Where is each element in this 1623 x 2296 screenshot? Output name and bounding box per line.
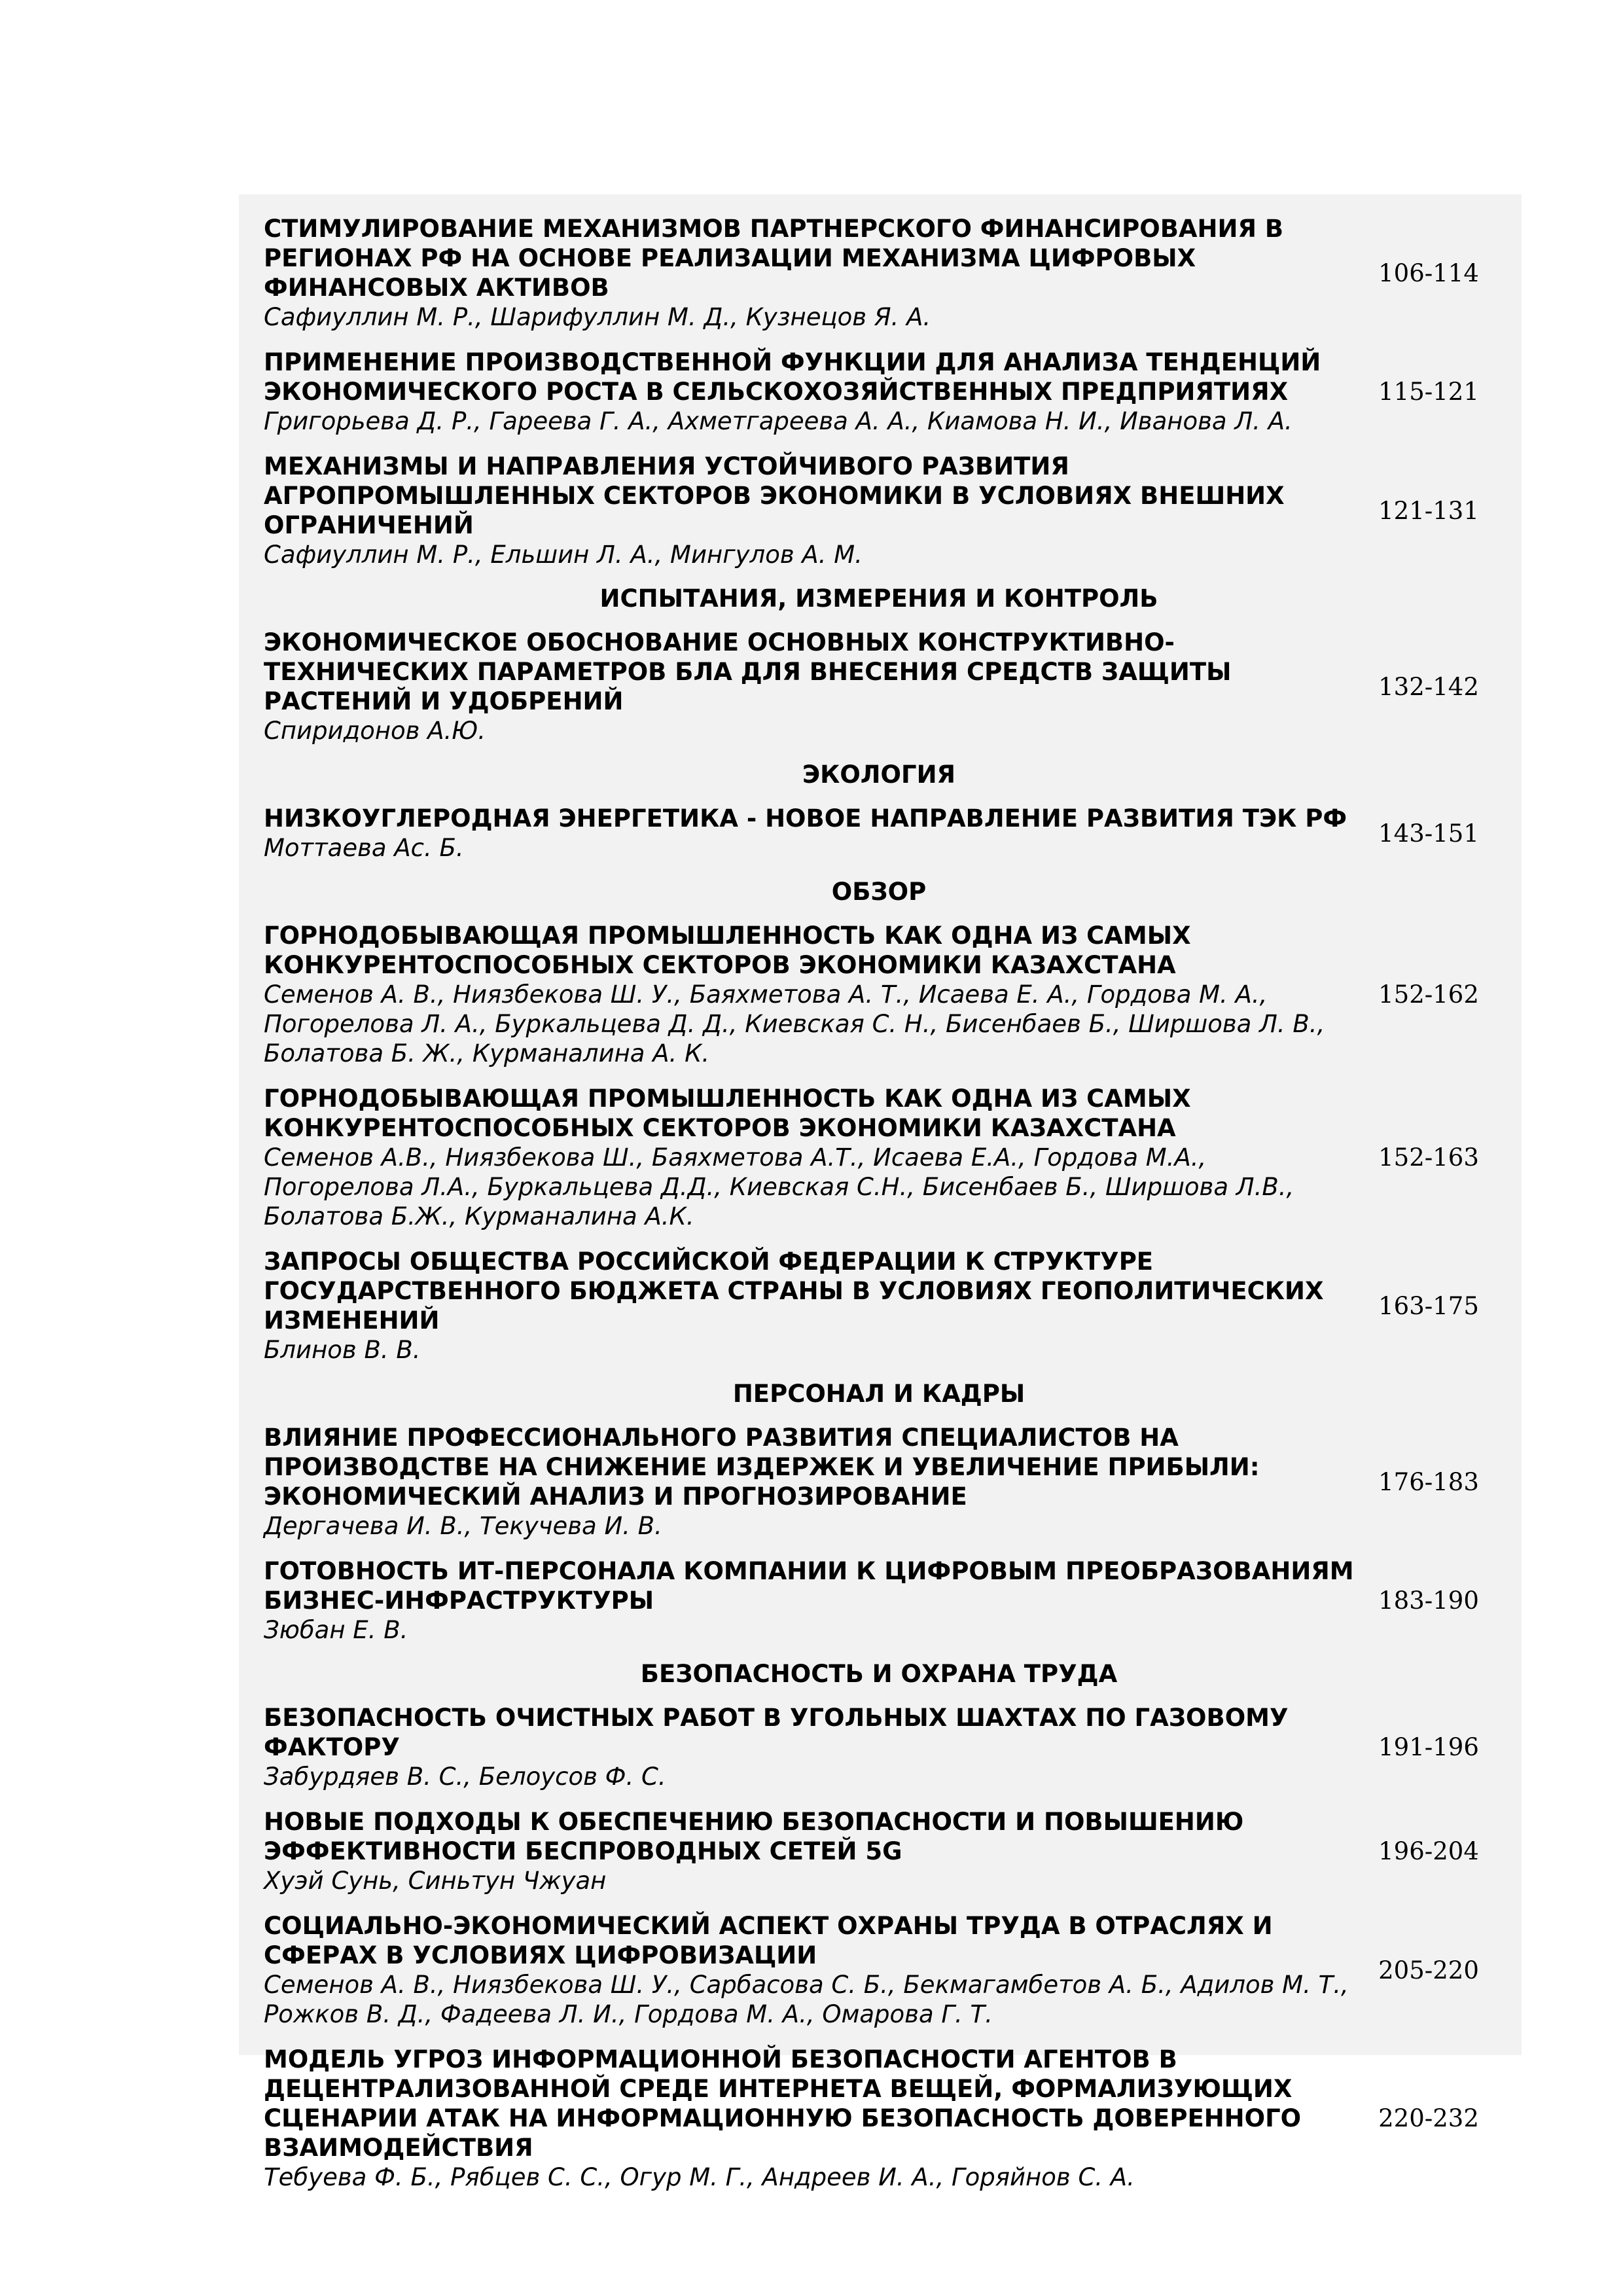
page-range: 191-196 [1378,1733,1479,1761]
article-authors: Сафиуллин М. Р., Шарифуллин М. Д., Кузнецов Я. А. [264,303,931,331]
article-title: БЕЗОПАСНОСТЬ ОЧИСТНЫХ РАБОТ В УГОЛЬНЫХ ШАХТАХ ПО ГАЗОВОМУ ФАКТОРУ [264,1704,1289,1761]
article-title: ВЛИЯНИЕ ПРОФЕССИОНАЛЬНОГО РАЗВИТИЯ СПЕЦИАЛИСТОВ НА ПРОИЗВОДСТВЕ НА СНИЖЕНИЕ ИЗДЕРЖЕК И УВЕЛИЧЕНИЕ ПРИБЫЛИ: ЭКОНОМИЧЕСКИЙ АНАЛИЗ И ПРОГНОЗИРОВАНИЕ [264,1424,1260,1511]
article-authors: Дергачева И. В., Текучева И. В. [264,1512,662,1540]
page-range: 196-204 [1378,1837,1479,1865]
toc-entry [264,913,1494,1076]
article-title: ГОРНОДОБЫВАЮЩАЯ ПРОМЫШЛЕННОСТЬ КАК ОДНА ИЗ САМЫХ КОНКУРЕНТОСПОСОБНЫХ СЕКТОРОВ ЭКОНОМИКИ КАЗАХСТАНА [264,922,1191,979]
article-authors: Спиридонов А.Ю. [264,717,486,745]
page-range: 121-131 [1378,496,1479,525]
article-authors: Семенов А. В., Ниязбекова Ш. У., Сарбасова С. Б., Бекмагамбетов А. Б., Адилов М. Т., Рожков В. Д., Фадеева Л. И., Гордова М. А., Омарова Г. Т. [264,1971,1349,2028]
section-heading: БЕЗОПАСНОСТЬ И ОХРАНА ТРУДА [640,1660,1118,1688]
toc-entry [264,1549,1494,1653]
article-title: ПРИМЕНЕНИЕ ПРОИЗВОДСТВЕННОЙ ФУНКЦИИ ДЛЯ АНАЛИЗА ТЕНДЕНЦИЙ ЭКОНОМИЧЕСКОГО РОСТА В СЕЛЬСКОХОЗЯЙСТВЕННЫХ ПРЕДПРИЯТИЯХ [264,348,1321,406]
toc-entry [264,796,1494,870]
article-authors: Семенов А.В., Ниязбекова Ш., Баяхметова А.Т., Исаева Е.А., Гордова М.А., Погорелова Л.А., Буркальцева Д.Д., Киевская С.Н., Бисенбаев Б., Ширшова Л.В., Болатова Б.Ж., Курманалина А.К. [264,1143,1294,1230]
section-heading-row [264,577,1494,620]
page-range: 115-121 [1378,378,1479,406]
article-authors: Блинов В. В. [264,1336,421,1364]
table-of-contents [239,194,1522,2191]
article-title: ЗАПРОСЫ ОБЩЕСТВА РОССИЙСКОЙ ФЕДЕРАЦИИ К СТРУКТУРЕ ГОСУДАРСТВЕННОГО БЮДЖЕТА СТРАНЫ В УСЛОВИЯХ ГЕОПОЛИТИЧЕСКИХ ИЗМЕНЕНИЙ [264,1247,1324,1335]
article-title: СТИМУЛИРОВАНИЕ МЕХАНИЗМОВ ПАРТНЕРСКОГО ФИНАНСИРОВАНИЯ В РЕГИОНАХ РФ НА ОСНОВЕ РЕАЛИЗАЦИИ МЕХАНИЗМА ЦИФРОВЫХ ФИНАНСОВЫХ АКТИВОВ [264,215,1284,302]
section-heading-row [264,870,1494,913]
toc-entry [264,340,1494,444]
section-heading: ИСПЫТАНИЯ, ИЗМЕРЕНИЯ И КОНТРОЛЬ [599,584,1158,613]
article-title: ГОТОВНОСТЬ ИТ-ПЕРСОНАЛА КОМПАНИИ К ЦИФРОВЫМ ПРЕОБРАЗОВАНИЯМ БИЗНЕС-ИНФРАСТРУКТУРЫ [264,1557,1354,1615]
article-title: СОЦИАЛЬНО-ЭКОНОМИЧЕСКИЙ АСПЕКТ ОХРАНЫ ТРУДА В ОТРАСЛЯХ И СФЕРАХ В УСЛОВИЯХ ЦИФРОВИЗАЦИИ [264,1912,1273,1969]
page-range: 132-142 [1378,672,1479,701]
article-title: НОВЫЕ ПОДХОДЫ К ОБЕСПЕЧЕНИЮ БЕЗОПАСНОСТИ И ПОВЫШЕНИЮ ЭФФЕКТИВНОСТИ БЕСПРОВОДНЫХ СЕТЕЙ 5G [264,1808,1244,1865]
article-authors: Зюбан Е. В. [264,1616,408,1644]
toc-entry [264,1415,1494,1549]
article-authors: Сафиуллин М. Р., Ельшин Л. А., Мингулов А. М. [264,541,863,569]
article-title: МЕХАНИЗМЫ И НАПРАВЛЕНИЯ УСТОЙЧИВОГО РАЗВИТИЯ АГРОПРОМЫШЛЕННЫХ СЕКТОРОВ ЭКОНОМИКИ В УСЛОВИЯХ ВНЕШНИХ ОГРАНИЧЕНИЙ [264,452,1285,539]
section-heading: ЭКОЛОГИЯ [802,761,956,789]
article-authors: Моттаева Ас. Б. [264,834,464,862]
toc-body [264,206,1494,2200]
section-heading: ПЕРСОНАЛ И КАДРЫ [732,1380,1026,1408]
page-range: 106-114 [1378,259,1479,287]
article-title: ГОРНОДОБЫВАЮЩАЯ ПРОМЫШЛЕННОСТЬ КАК ОДНА ИЗ САМЫХ КОНКУРЕНТОСПОСОБНЫХ СЕКТОРОВ ЭКОНОМИКИ КАЗАХСТАНА [264,1085,1191,1142]
toc-entry [264,1695,1494,1799]
article-title: НИЗКОУГЛЕРОДНАЯ ЭНЕРГЕТИКА - НОВОЕ НАПРАВЛЕНИЕ РАЗВИТИЯ ТЭК РФ [264,804,1347,833]
article-authors: Хуэй Сунь, Синьтун Чжуан [264,1867,607,1895]
article-title: ЭКОНОМИЧЕСКОЕ ОБОСНОВАНИЕ ОСНОВНЫХ КОНСТРУКТИВНО-ТЕХНИЧЕСКИХ ПАРАМЕТРОВ БЛА ДЛЯ ВНЕСЕНИЯ СРЕДСТВ ЗАЩИТЫ РАСТЕНИЙ И УДОБРЕНИЙ [264,628,1232,715]
toc-entry [264,2037,1494,2200]
toc-entry [264,1799,1494,1903]
page-range: 220-232 [1378,2104,1479,2132]
page-range: 183-190 [1378,1587,1479,1615]
section-heading: ОБЗОР [831,878,927,906]
toc-entry [264,1903,1494,2037]
toc-entry [264,206,1494,340]
page-range: 143-151 [1378,819,1479,848]
section-heading-row [264,1653,1494,1695]
section-heading-row [264,1372,1494,1415]
page-range: 152-163 [1378,1143,1479,1172]
section-heading-row [264,753,1494,796]
page-range: 205-220 [1378,1956,1479,1984]
page-range: 152-162 [1378,980,1479,1009]
article-title: МОДЕЛЬ УГРОЗ ИНФОРМАЦИОННОЙ БЕЗОПАСНОСТИ АГЕНТОВ В ДЕЦЕНТРАЛИЗОВАННОЙ СРЕДЕ ИНТЕРНЕТА ВЕЩЕЙ, ФОРМАЛИЗУЮЩИХ СЦЕНАРИИ АТАК НА ИНФОРМАЦИОННУЮ БЕЗОПАСНОСТЬ ДОВЕРЕННОГО ВЗАИМОДЕЙСТВИЯ [264,2045,1302,2162]
page-range: 176-183 [1378,1467,1479,1496]
article-authors: Семенов А. В., Ниязбекова Ш. У., Баяхметова А. Т., Исаева Е. А., Гордова М. А., Погорелова Л. А., Буркальцева Д. Д., Киевская С. Н., Бисенбаев Б., Ширшова Л. В., Болатова Б. Ж., Курманалина А. К. [264,980,1325,1067]
article-authors: Григорьева Д. Р., Гареева Г. А., Ахметгареева А. А., Киамова Н. И., Иванова Л. А. [264,407,1293,435]
toc-entry [264,1076,1494,1239]
article-authors: Тебуева Ф. Б., Рябцев С. С., Огур М. Г., Андреев И. А., Горяйнов С. А. [264,2163,1135,2191]
toc-table [264,206,1494,2200]
toc-entry [264,620,1494,753]
page-range: 163-175 [1378,1291,1479,1320]
article-authors: Забурдяев В. С., Белоусов Ф. С. [264,1763,666,1791]
toc-entry [264,1239,1494,1372]
toc-entry [264,444,1494,577]
